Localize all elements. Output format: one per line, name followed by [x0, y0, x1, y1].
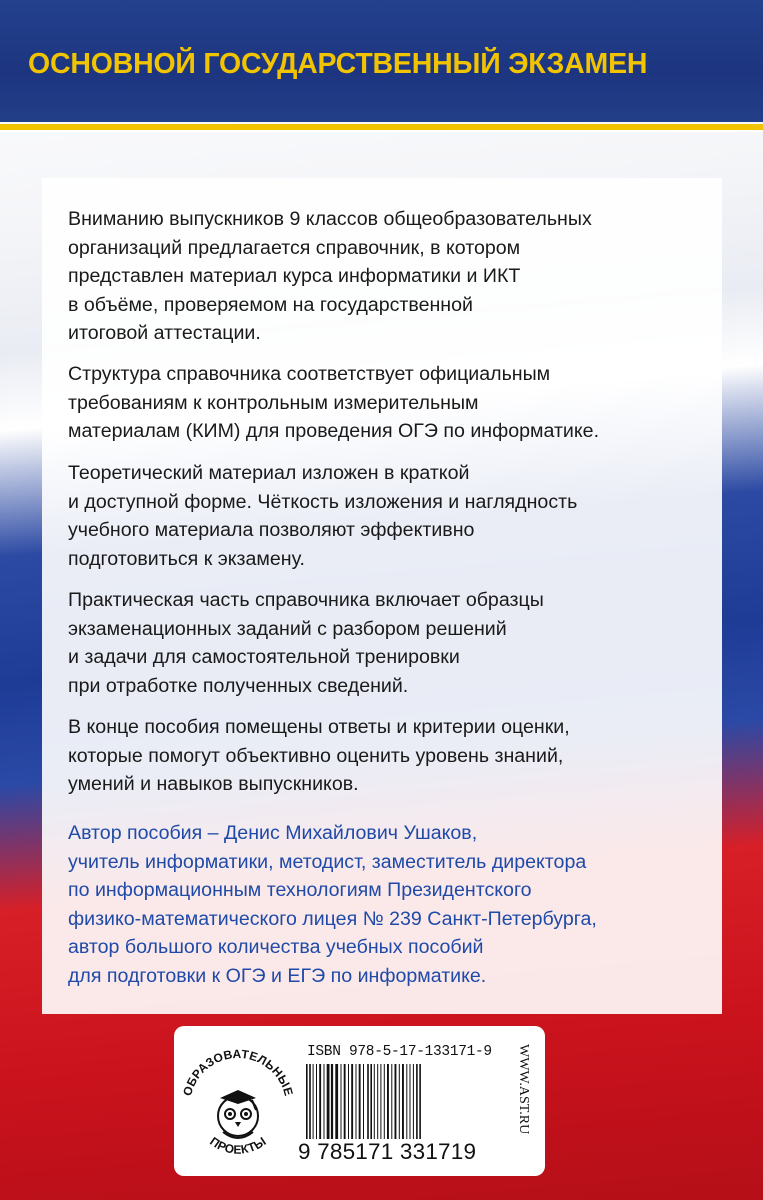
barcode-bar [351, 1064, 353, 1144]
svg-text:ОБРАЗОВАТЕЛЬНЫЕ [180, 1047, 296, 1098]
text-line: Практическая часть справочника включает образцы [68, 589, 544, 611]
barcode-bar [377, 1064, 378, 1144]
isbn-label: ISBN 978-5-17-133171-9 [307, 1044, 492, 1060]
exam-title: ОСНОВНОЙ ГОСУДАРСТВЕННЫЙ ЭКЗАМЕН [28, 48, 648, 80]
text-line: итоговой аттестации. [68, 322, 261, 344]
owl-icon [218, 1090, 258, 1138]
barcode-bar [363, 1064, 364, 1144]
text-line: и доступной форме. Чёткость изложения и наглядность [68, 490, 578, 513]
text-line: умений и навыков выпускников. [68, 773, 359, 795]
barcode-bar [395, 1064, 397, 1144]
website-label [504, 1040, 544, 1172]
logo-bottom-text: ПРОЕКТЫ [207, 1134, 269, 1157]
text-line: учитель информатики, методист, заместитель директора [68, 850, 587, 873]
publisher-logo [176, 1032, 300, 1172]
barcode-bar [331, 1064, 333, 1144]
barcode-bar [356, 1064, 357, 1144]
paragraph-practice [68, 586, 708, 700]
barcode-bar [387, 1064, 389, 1144]
text-line: по информационным технологиям Президентского [68, 879, 532, 901]
paragraph-theory [68, 459, 708, 573]
text-line: подготовиться к экзамену. [68, 547, 305, 570]
barcode-bar [348, 1064, 349, 1144]
text-line: при отработке полученных сведений. [68, 674, 409, 697]
text-line: учебного материала позволяют эффективно [68, 519, 475, 541]
text-line: и задачи для самостоятельной тренировки [68, 646, 460, 668]
header-white-stripe [0, 130, 763, 132]
barcode-bar [319, 1064, 321, 1144]
text-line: Вниманию выпускников 9 классов общеобразовательных [68, 208, 592, 230]
text-line: для подготовки к ОГЭ и ЕГЭ по информатике. [68, 964, 487, 987]
paragraph-structure [68, 360, 708, 446]
text-line: Автор пособия – Денис Михайлович Ушаков, [68, 822, 478, 844]
barcode-bar [335, 1064, 338, 1144]
text-line: экзаменационных заданий с разбором решений [68, 617, 507, 640]
barcode-bar [324, 1064, 325, 1144]
website-text: WWW.AST.RU [516, 1044, 531, 1135]
barcode-bar [410, 1064, 411, 1144]
paragraph-answers [68, 713, 708, 799]
barcode-bar [374, 1064, 375, 1144]
paragraph-author [68, 819, 708, 990]
text-line: автор большого количества учебных пособий [68, 936, 484, 958]
paragraph-intro [68, 205, 708, 348]
text-line: Теоретический материал изложен в краткой [68, 462, 470, 484]
barcode-bar [327, 1064, 330, 1144]
barcode-bar [380, 1064, 381, 1144]
text-line: представлен материал курса информатики и ИКТ [68, 265, 521, 287]
barcode-bar [359, 1064, 361, 1144]
text-line: материалам (КИМ) для проведения ОГЭ по информатике. [68, 420, 600, 442]
text-line: в объёме, проверяемом на государственной [68, 293, 473, 316]
text-line: Структура справочника соответствует официальным [68, 363, 551, 385]
barcode-bar [316, 1064, 317, 1144]
barcode-digits: 9 785171 331719 [296, 1139, 515, 1165]
text-line: требованиям к контрольным измерительным [68, 391, 479, 414]
text-line: которые помогут объективно оценить уровень знаний, [68, 744, 564, 767]
barcode-bar [402, 1064, 404, 1144]
barcode-bar [341, 1064, 342, 1144]
barcode-bar [399, 1064, 400, 1144]
barcode-bar [406, 1064, 407, 1144]
text-line: физико-математического лицея № 239 Санкт-Петербурга, [68, 907, 597, 930]
text-line: организаций предлагается справочник, в котором [68, 236, 521, 259]
barcode-bar [384, 1064, 385, 1144]
barcode-bar [391, 1064, 392, 1144]
barcode-bar [313, 1064, 314, 1144]
logo-top-text: ОБРАЗОВАТЕЛЬНЫЕ [180, 1046, 296, 1098]
barcode-bar [413, 1064, 414, 1144]
barcode-bar [344, 1064, 346, 1144]
text-line: В конце пособия помещены ответы и критерии оценки, [68, 716, 570, 738]
